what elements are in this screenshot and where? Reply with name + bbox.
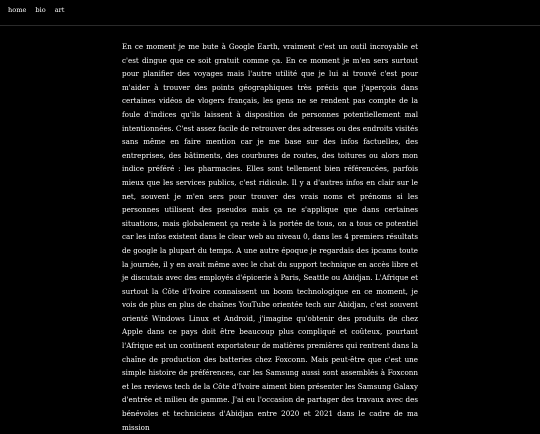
top-navigation-bar — [0, 0, 540, 26]
nav-link-home[interactable]: home — [8, 6, 27, 14]
main-nav — [8, 6, 64, 14]
article-body: En ce moment je me bute à Google Earth, vraiment c'est un outil incroyable et c'est dingue que ce soit gratuit comme ça. En ce moment je m'en sers surtout pour planifier des voyages mais l'autre utilité que je lui ai trouvé c'est pour m'aider à trouver des points géographiques très précis que j'aperçois dans certaines vidéos de vlogers français, les gens ne se rendent pas compte de la foule d'indices qu'ils laissent à disposition de personnes potentiellement mal intentionnées. C'est assez facile de retrouver des adresses ou des endroits visités sans même en faire mention car je me base sur des infos factuelles, des entreprises, des bâtiments, des courbures de routes, des toitures ou alors mon indice préféré : les pharmacies. Elles sont tellement bien référencées, parfois mieux que les services publics, c'est ridicule. Il y a d'autres infos en clair sur le net, souvent je m'en sers pour trouver des vrais noms et prénoms si les personnes utilisent des pseudos mais ça ne s'applique que dans certaines situations, mais globalement ça reste à la portée de tous, on a tous ce potentiel car les infos existent dans le clear web au niveau 0, dans les 4 premiers résultats de google la plupart du temps. A une autre époque je regardais des ipcams toute la journée, il y en avait même avec le chat du support technique en accès libre et je discutais avec des employés d'épicerie à Paris, Seattle ou Abidjan. L'Afrique et surtout la Côte d'Ivoire connaissent un boom technologique en ce moment, je vois de plus en plus de chaînes YouTube orientée tech sur Abidjan, c'est souvent orienté Windows Linux et Android, j'imagine qu'obtenir des produits de chez Apple dans ce pays doit être beaucoup plus compliqué et coûteux, pourtant l'Afrique est un continent exportateur de matières premières qui rentrent dans la chaîne de production des batteries chez Foxconn. Mais peut-être que c'est une simple histoire de préférences, car les Samsung aussi sont assemblés à Foxconn et les reviews tech de la Côte d'Ivoire aiment bien présenter les Samsung Galaxy d'entrée et milieu de gamme. J'ai eu l'occasion de partager des travaux avec des bénévoles et techniciens d'Abidjan entre 2020 et 2021 dans le cadre de ma mission — [122, 42, 418, 432]
nav-link-bio[interactable]: bio — [35, 6, 46, 14]
nav-link-art[interactable]: art — [54, 6, 65, 14]
